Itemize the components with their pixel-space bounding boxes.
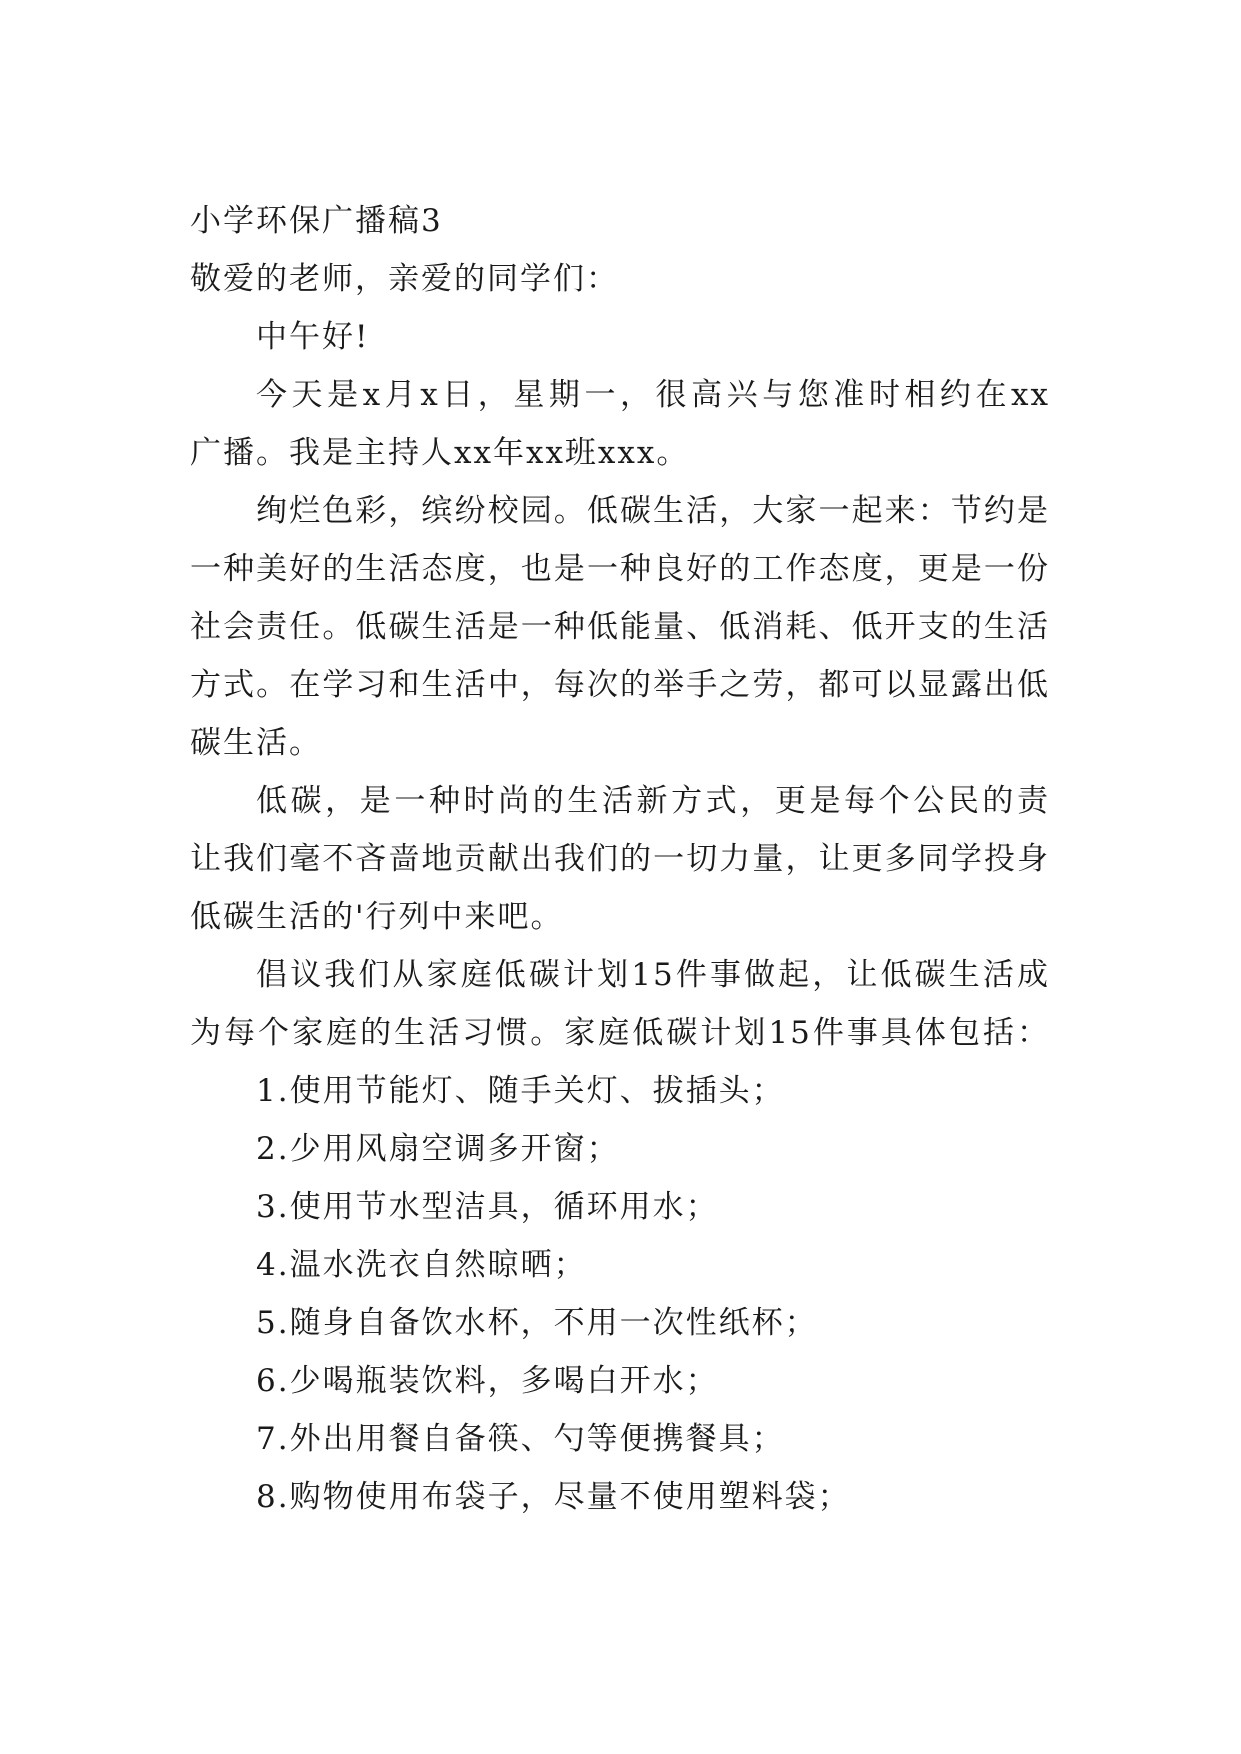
paragraph-line: 倡议我们从家庭低碳计划15件事做起，让低碳生活成 — [256, 957, 1050, 993]
list-item: 2.少用风扇空调多开窗； — [256, 1131, 620, 1167]
low-carbon-list — [190, 1062, 1050, 1526]
list-item: 5.随身自备饮水杯，不用一次性纸杯； — [256, 1305, 818, 1341]
document-title: 小学环保广播稿3 — [190, 203, 443, 239]
paragraph-line: 低碳生活的'行列中来吧。 — [190, 899, 564, 935]
paragraph-line: 为每个家庭的生活习惯。家庭低碳计划15件事具体包括： — [190, 1015, 1050, 1051]
paragraph-line: 让我们毫不吝啬地贡献出我们的一切力量，让更多同学投身 — [190, 841, 1050, 877]
paragraph-line: 广播。我是主持人xx年xx班xxx。 — [190, 435, 690, 471]
list-item: 4.温水洗衣自然晾晒； — [256, 1247, 587, 1283]
paragraph-line: 社会责任。低碳生活是一种低能量、低消耗、低开支的生活 — [190, 609, 1050, 645]
paragraph-proposal — [190, 946, 1050, 1062]
paragraph-intro — [190, 366, 1050, 482]
paragraph-line: 今天是x月x日，星期一，很高兴与您准时相约在xx — [256, 377, 1050, 413]
list-item: 1.使用节能灯、随手关灯、拔插头； — [256, 1073, 785, 1109]
list-item: 8.购物使用布袋子，尽量不使用塑料袋； — [256, 1479, 851, 1515]
greeting: 中午好! — [256, 319, 370, 355]
paragraph-line: 低碳，是一种时尚的生活新方式，更是每个公民的责 — [256, 783, 1050, 819]
paragraph-line: 绚烂色彩，缤纷校园。低碳生活，大家一起来：节约是 — [256, 493, 1050, 529]
paragraph-low-carbon-life — [190, 482, 1050, 772]
paragraph-line: 碳生活。 — [190, 725, 322, 761]
paragraph-line: 方式。在学习和生活中，每次的举手之劳，都可以显露出低 — [190, 667, 1050, 703]
paragraph-line: 一种美好的生活态度，也是一种良好的工作态度，更是一份 — [190, 551, 1050, 587]
document-body — [190, 192, 1050, 1526]
salutation: 敬爱的老师，亲爱的同学们： — [190, 261, 619, 297]
list-item: 7.外出用餐自备筷、勺等便携餐具； — [256, 1421, 785, 1457]
list-item: 6.少喝瓶装饮料，多喝白开水； — [256, 1363, 719, 1399]
paragraph-responsibility — [190, 772, 1050, 946]
list-item: 3.使用节水型洁具，循环用水； — [256, 1189, 719, 1225]
